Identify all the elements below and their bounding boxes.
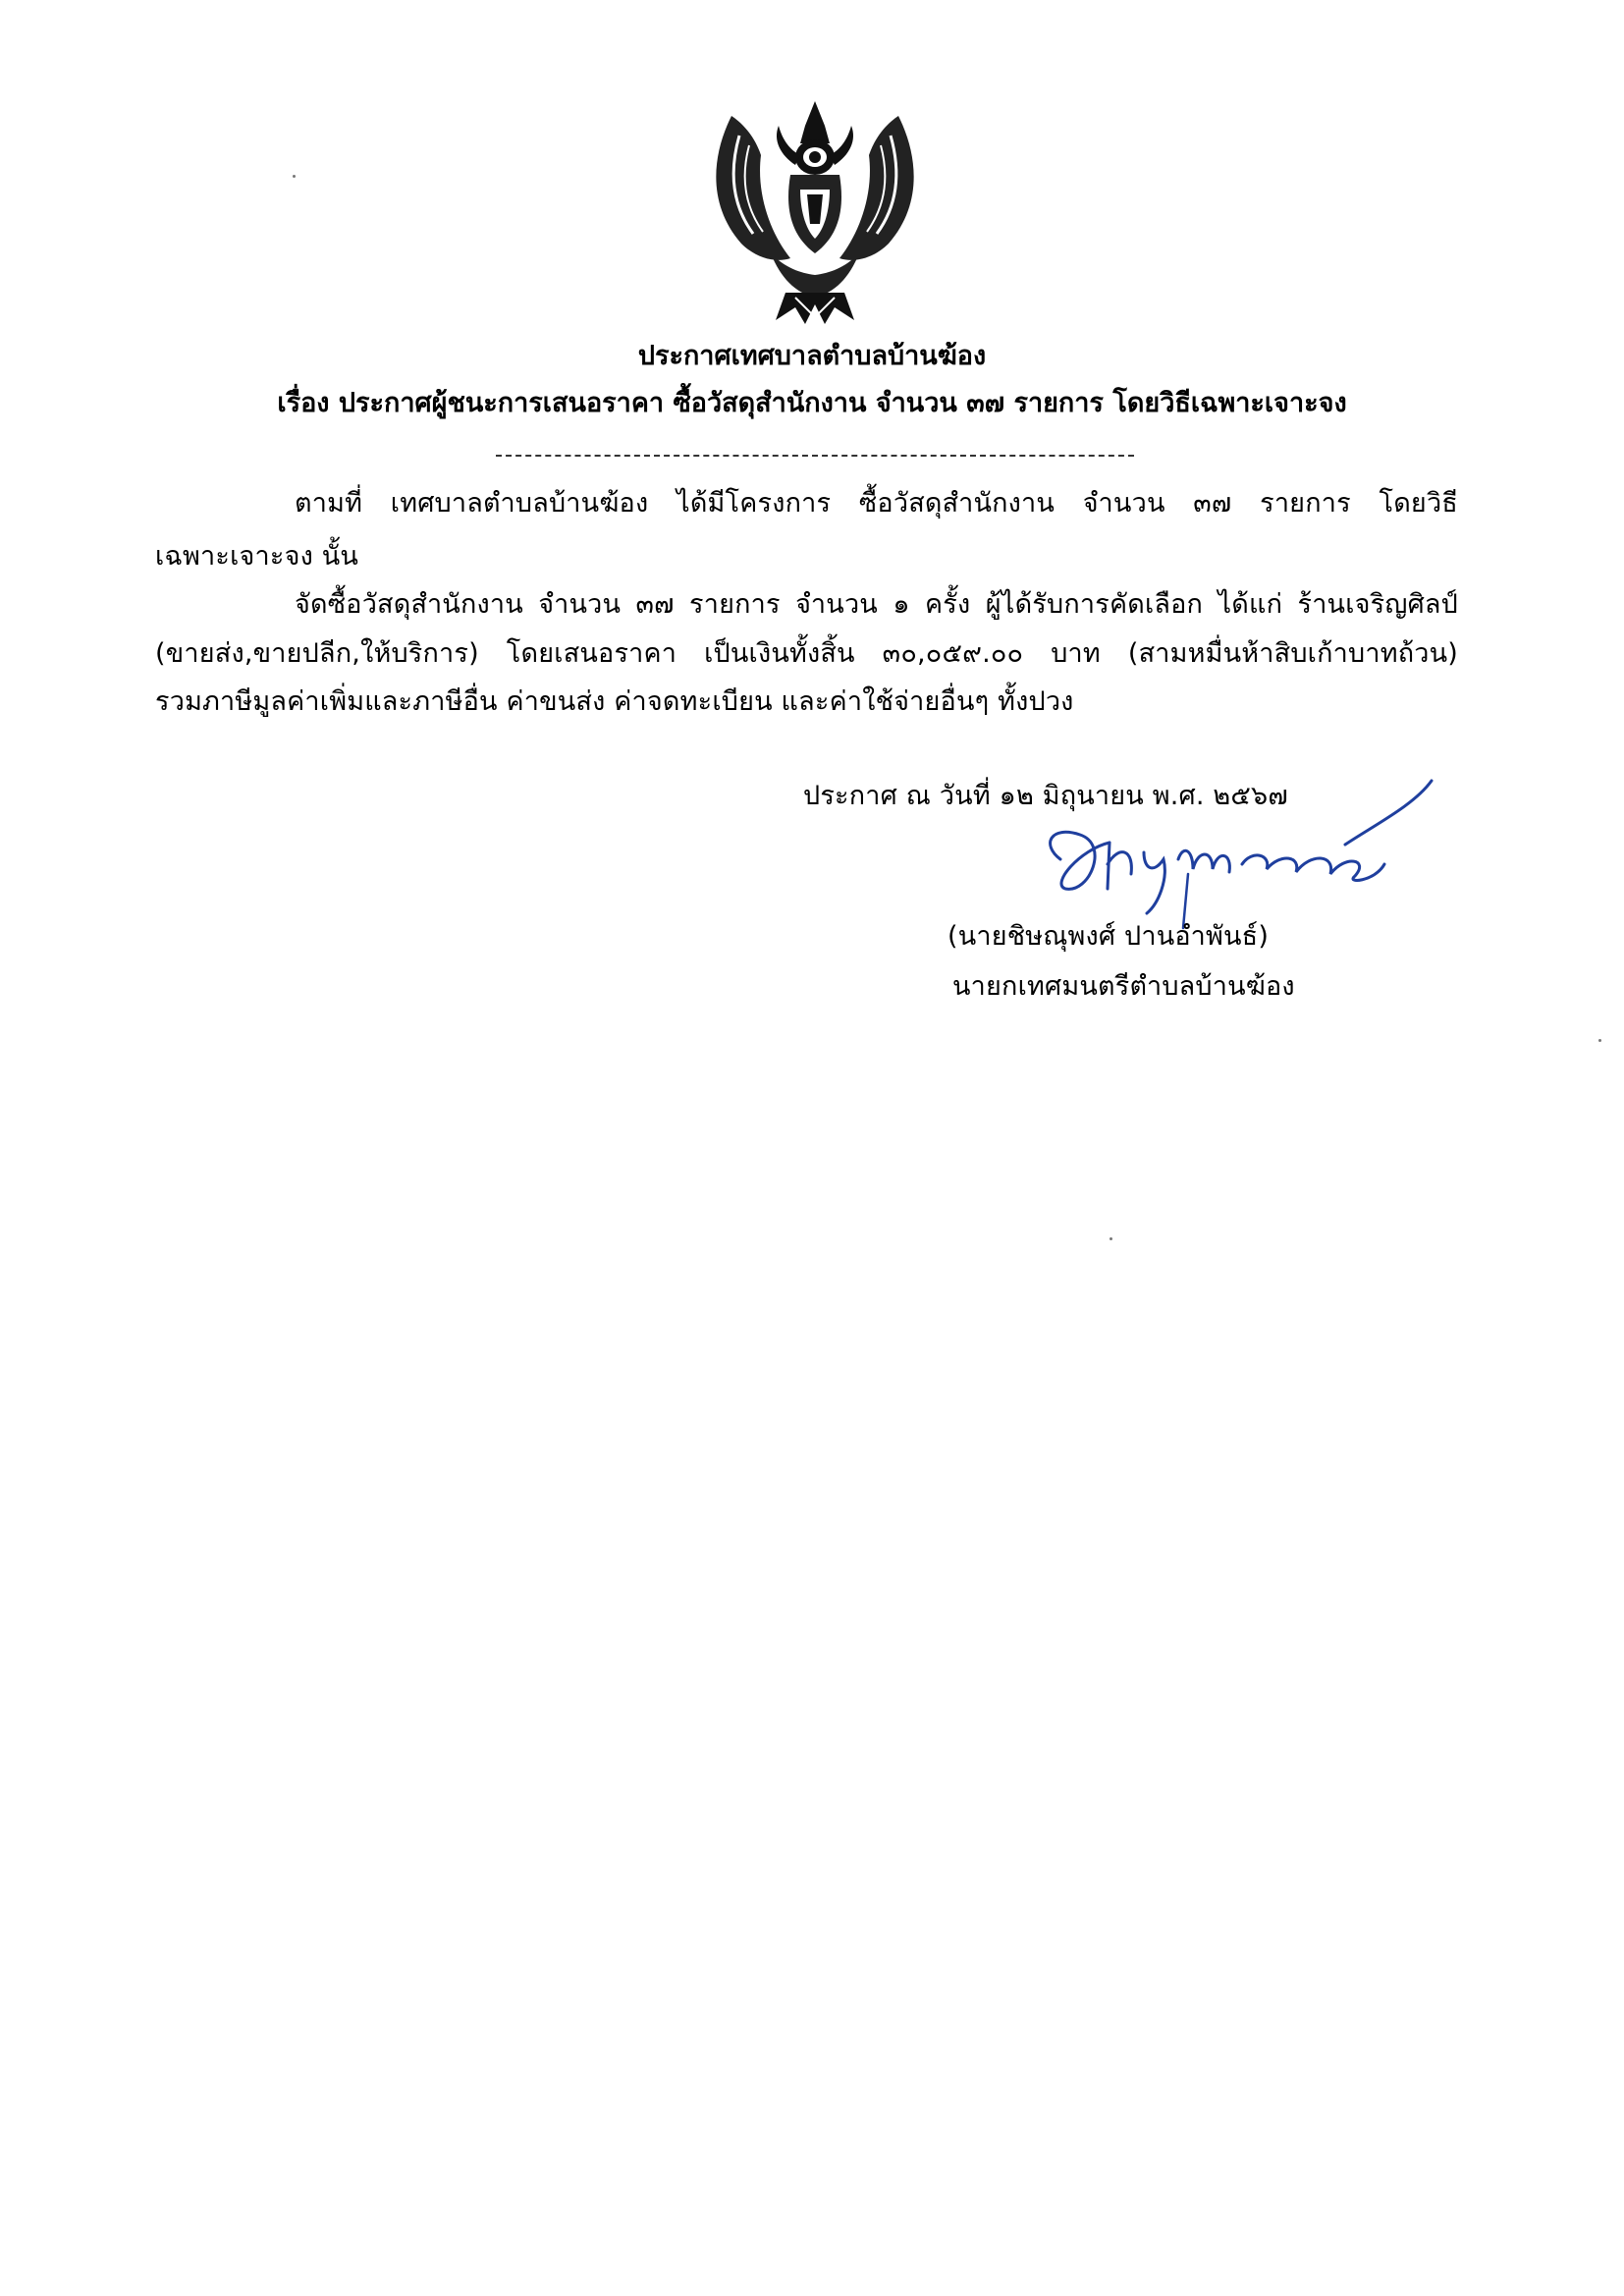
scan-speck	[1598, 1039, 1601, 1042]
signer-position: นายกเทศมนตรีตำบลบ้านฆ้อง	[952, 971, 1295, 1002]
divider	[496, 455, 1134, 457]
paragraph-2-line-2: (ขายส่ง,ขายปลีก,ให้บริการ) โดยเสนอราคา เป็นเงินทั้งสิ้น ๓๐,๐๕๙.๐๐ บาท (สามหมื่นห้าสิบเก้าบาทถ้วน)	[155, 638, 1458, 669]
paragraph-2-line-1: จัดซื้อวัสดุสำนักงาน จำนวน ๓๗ รายการ จำนวน ๑ ครั้ง ผู้ได้รับการคัดเลือก ได้แก่ ร้านเจริญศิลป์	[295, 589, 1458, 620]
paragraph-1-line-2: เฉพาะเจาะจง นั้น	[155, 541, 359, 572]
announcement-subject: เรื่อง ประกาศผู้ชนะการเสนอราคา ซื้อวัสดุสำนักงาน จำนวน ๓๗ รายการ โดยวิธีเฉพาะเจาะจง	[277, 388, 1347, 418]
scan-speck	[1110, 1237, 1112, 1240]
announcement-date: ประกาศ ณ วันที่ ๑๒ มิถุนายน พ.ศ. ๒๕๖๗	[803, 781, 1288, 811]
scan-speck	[293, 175, 296, 178]
garuda-emblem-icon	[702, 96, 928, 328]
paragraph-2-line-3: รวมภาษีมูลค่าเพิ่มและภาษีอื่น ค่าขนส่ง ค่าจดทะเบียน และค่าใช้จ่ายอื่นๆ ทั้งปวง	[155, 686, 1074, 717]
signature	[1021, 766, 1453, 933]
signer-name: (นายชิษณุพงศ์ ปานอำพันธ์)	[947, 921, 1270, 952]
announcement-title: ประกาศเทศบาลตำบลบ้านฆ้อง	[637, 341, 987, 371]
paragraph-1-line-1: ตามที่ เทศบาลตำบลบ้านฆ้อง ได้มีโครงการ ซื้อวัสดุสำนักงาน จำนวน ๓๗ รายการ โดยวิธี	[295, 488, 1458, 519]
